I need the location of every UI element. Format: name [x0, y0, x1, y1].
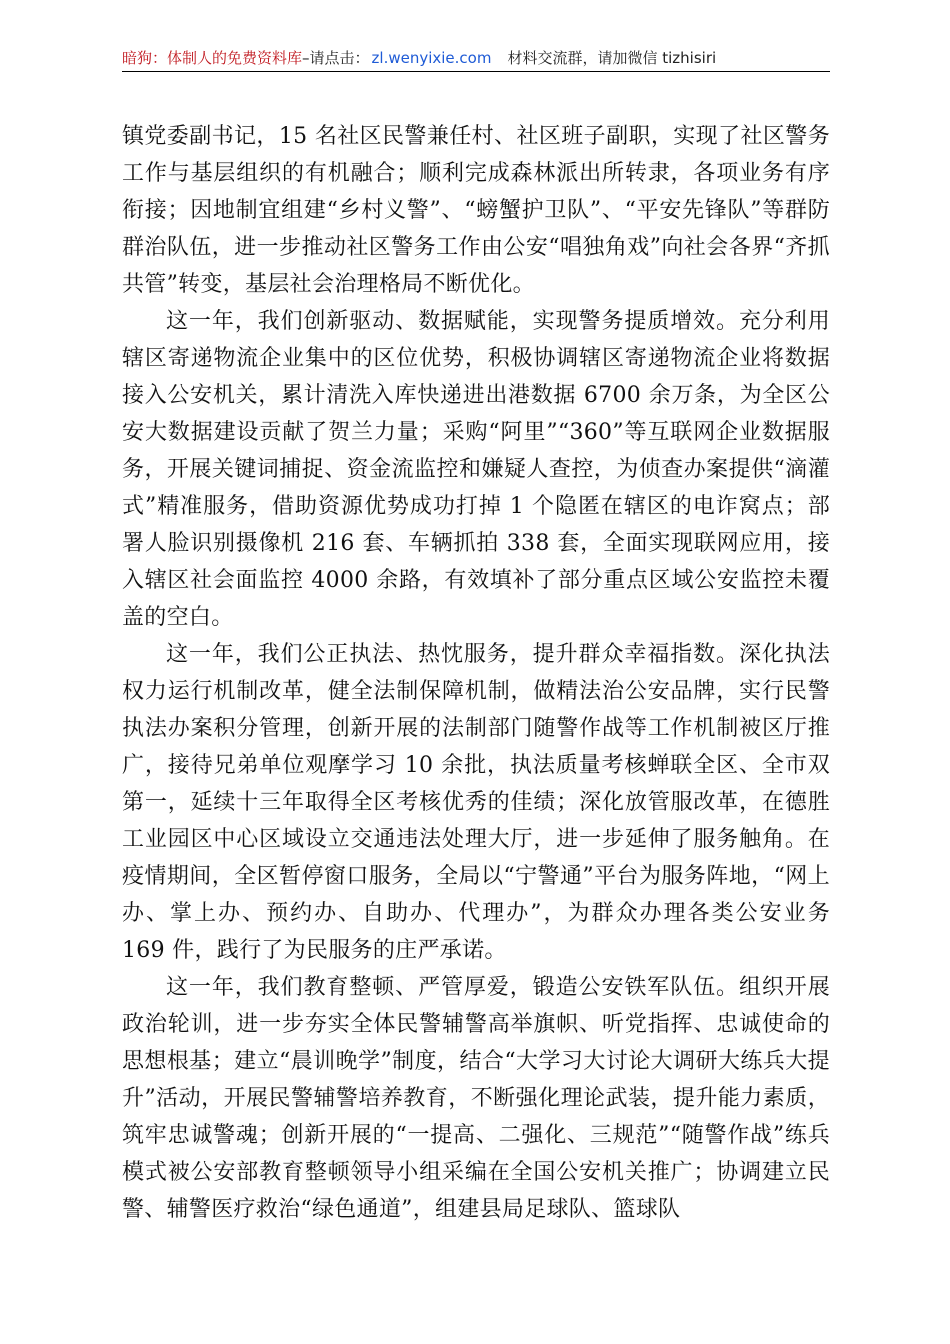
header-divider	[122, 71, 830, 72]
document-body	[122, 118, 830, 1228]
site-brand: 暗狗：体制人的免费资料库	[122, 49, 303, 67]
wechat-note: 材料交流群，请加微信 tizhisiri	[507, 49, 717, 67]
website-link[interactable]: zl.wenyixie.com	[371, 49, 492, 67]
paragraph-team-building: 这一年，我们教育整顿、严管厚爱，锻造公安铁军队伍。组织开展政治轮训，进一步夯实全体民警辅警高举旗帜、听党指挥、忠诚使命的思想根基；建立“晨训晚学”制度，结合“大学习大讨论大调研大练兵大提升”活动，开展民警辅警培养教育，不断强化理论武装，提升能力素质，筑牢忠诚警魂；创新开展的“一提高、二强化、三规范”“随警作战”练兵模式被公安部教育整顿领导小组采编在全国公安机关推广；协调建立民警、辅警医疗救治“绿色通道”，组建县局足球队、篮球队	[122, 975, 830, 1222]
paragraph-law-enforcement: 这一年，我们公正执法、热忱服务，提升群众幸福指数。深化执法权力运行机制改革，健全法制保障机制，做精法治公安品牌，实行民警执法办案积分管理，创新开展的法制部门随警作战等工作机制被区厅推广，接待兄弟单位观摩学习 10 余批，执法质量考核蝉联全区、全市双第一，延续十三年取得全区考核优秀的佳绩；深化放管服改革，在德胜工业园区中心区域设立交通违法处理大厅，进一步延伸了服务触角。在疫情期间，全区暂停窗口服务，全局以“宁警通”平台为服务阵地，“网上办、掌上办、预约办、自助办、代理办”，为群众办理各类公安业务 169 件，践行了为民服务的庄严承诺。	[122, 642, 830, 963]
link-prompt: –请点击：	[302, 49, 370, 67]
page-header	[122, 46, 830, 70]
paragraph-data-empowerment: 这一年，我们创新驱动、数据赋能，实现警务提质增效。充分利用辖区寄递物流企业集中的区位优势，积极协调辖区寄递物流企业将数据接入公安机关，累计清洗入库快递进出港数据 6700 余万条，为全区公安大数据建设贡献了贺兰力量；采购“阿里”“360”等互联网企业数据服务，开展关键词捕捉、资金流监控和嫌疑人查控，为侦查办案提供“滴灌式”精准服务，借助资源优势成功打掉 1 个隐匿在辖区的电诈窝点；部署人脸识别摄像机 216 套、车辆抓拍 338 套，全面实现联网应用，接入辖区社会面监控 4000 余路，有效填补了部分重点区域公安监控未覆盖的空白。	[122, 309, 830, 630]
paragraph-continued: 镇党委副书记，15 名社区民警兼任村、社区班子副职，实现了社区警务工作与基层组织的有机融合；顺利完成森林派出所转隶，各项业务有序衔接；因地制宜组建“乡村义警”、“螃蟹护卫队”、“平安先锋队”等群防群治队伍，进一步推动社区警务工作由公安“唱独角戏”向社会各界“齐抓共管”转变，基层社会治理格局不断优化。	[122, 124, 830, 297]
